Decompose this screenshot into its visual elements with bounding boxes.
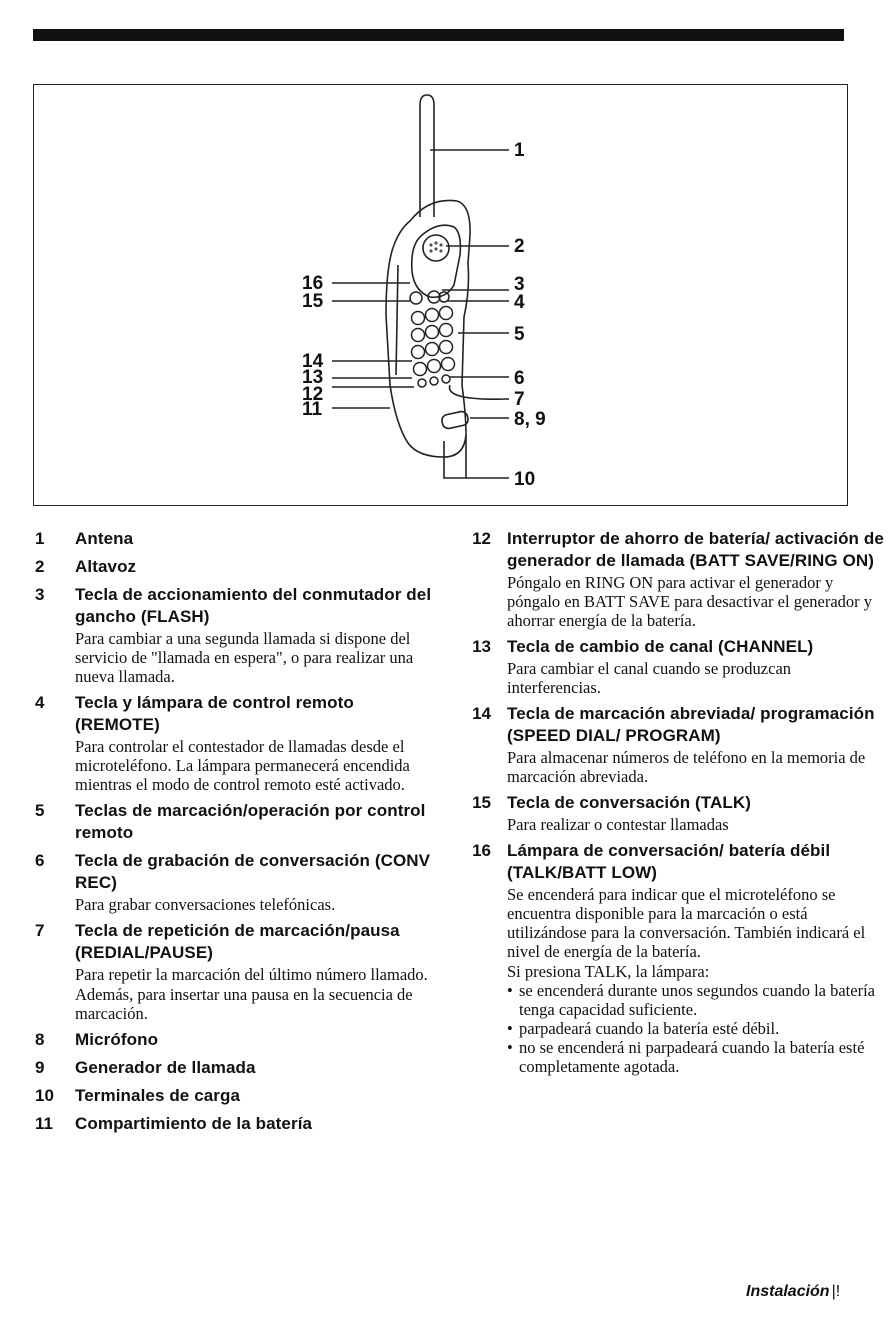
item-title: Lámpara de conversación/ batería débil (TALK/BATT LOW) [507,841,831,882]
list-item-16 [465,840,885,1076]
callout-10: 10 [514,469,536,490]
item-title: Tecla de repetición de marcación/pausa (REDIAL/PAUSE) [75,921,400,962]
page-number: |! [831,1283,841,1300]
list-item-11 [33,1113,443,1135]
bullet-list [507,981,885,1076]
callout-2: 2 [514,236,525,257]
list-item-4 [33,692,443,794]
parts-list-left [33,528,443,1141]
top-rule [33,29,844,41]
handset-illustration [34,85,849,507]
item-description: Para almacenar números de teléfono en la memoria de marcación abreviada. [507,748,866,786]
item-title: Tecla de accionamiento del conmutador del gancho (FLASH) [75,585,432,626]
section-name: Instalación [746,1283,830,1300]
list-item-3 [33,584,443,686]
item-description: Para cambiar el canal cuando se produzcan interferencias. [507,659,792,697]
item-number: 9 [35,1058,45,1077]
parts-list-right [465,528,885,1082]
list-item-13 [465,636,885,697]
callout-15: 15 [302,291,324,312]
callout-5: 5 [514,324,525,345]
callout-16: 16 [302,273,324,294]
item-title: Teclas de marcación/operación por control remoto [75,801,426,842]
page-footer [746,1283,840,1301]
item-title: Tecla de conversación (TALK) [507,793,752,812]
item-title: Generador de llamada [75,1058,256,1077]
bullet-item: • no se encenderá ni parpadeará cuando la batería esté completamente agotada. [507,1038,885,1076]
bullet-item: • se encenderá durante unos segundos cuando la batería tenga capacidad suficiente. [507,981,885,1019]
list-item-9 [33,1057,443,1079]
item-number: 15 [472,793,491,812]
item-number: 16 [472,841,491,860]
item-title: Compartimiento de la batería [75,1114,313,1133]
callout-7: 7 [514,389,525,410]
page-number-value: ! [835,1283,841,1300]
item-description: Se encenderá para indicar que el microteléfono se encuentra disponible para la marcación o está utilizándose para la conversación. También indicará el nivel de energía de la batería. [507,885,866,961]
list-item-12 [465,528,885,630]
keypad [410,291,455,387]
antenna-shape [420,95,434,217]
handset-outline [386,200,470,457]
list-item-1 [33,528,443,550]
handset-diagram [33,84,848,506]
item-number: 13 [472,637,491,656]
item-description: Póngalo en RING ON para activar el generador y póngalo en BATT SAVE para desactivar el generador y ahorrar energía de la batería. [507,573,873,630]
item-title: Tecla y lámpara de control remoto (REMOTE) [75,693,354,734]
item-number: 2 [35,557,45,576]
list-item-8 [33,1029,443,1051]
item-description: Para realizar o contestar llamadas [507,815,729,834]
callout-12: 12 [302,384,324,405]
list-item-7 [33,920,443,1023]
item-number: 11 [35,1114,53,1133]
item-number: 7 [35,921,45,940]
callout-13: 13 [302,367,324,388]
item-description: Para grabar conversaciones telefónicas. [75,895,336,914]
item-title: Tecla de grabación de conversación (CONV REC) [75,851,431,892]
item-title: Tecla de cambio de canal (CHANNEL) [507,637,814,656]
item-number: 6 [35,851,45,870]
item-description: Para cambiar a una segunda llamada si dispone del servicio de "llamada en espera", o para realizar una nueva llamada. [75,629,414,686]
item-title: Antena [75,529,134,548]
item-description: Si presiona TALK, la lámpara: [507,962,710,981]
callout-3: 3 [514,274,525,295]
item-title: Altavoz [75,557,137,576]
item-number: 14 [472,704,491,723]
item-number: 1 [35,529,45,548]
bullet-item: • parpadeará cuando la batería esté débil. [507,1019,885,1038]
callout-14: 14 [302,351,324,372]
item-description: Además, para insertar una pausa en la secuencia de marcación. [75,985,413,1023]
list-item-5 [33,800,443,844]
item-number: 4 [35,693,45,712]
list-item-2 [33,556,443,578]
item-title: Micrófono [75,1030,159,1049]
list-item-14 [465,703,885,786]
callout-1: 1 [514,140,525,161]
callout-11: 11 [302,399,323,420]
list-item-6 [33,850,443,914]
item-title: Terminales de carga [75,1086,241,1105]
list-item-15 [465,792,885,834]
item-number: 5 [35,801,45,820]
list-item-10 [33,1085,443,1107]
callout-4: 4 [514,292,525,313]
callout-6: 6 [514,368,525,389]
item-description: Para controlar el contestador de llamadas desde el microteléfono. La lámpara permanecerá encendida mientras el modo de control remoto esté activado. [75,737,410,794]
item-description: Para repetir la marcación del último número llamado. [75,965,428,984]
item-number: 10 [35,1086,54,1105]
item-number: 8 [35,1030,45,1049]
item-title: Interruptor de ahorro de batería/ activación de generador de llamada (BATT SAVE/RING ON) [507,529,884,570]
item-number: 3 [35,585,45,604]
item-title: Tecla de marcación abreviada/ programación (SPEED DIAL/ PROGRAM) [507,704,875,745]
callout-8-9: 8, 9 [514,409,546,430]
item-number: 12 [472,529,491,548]
